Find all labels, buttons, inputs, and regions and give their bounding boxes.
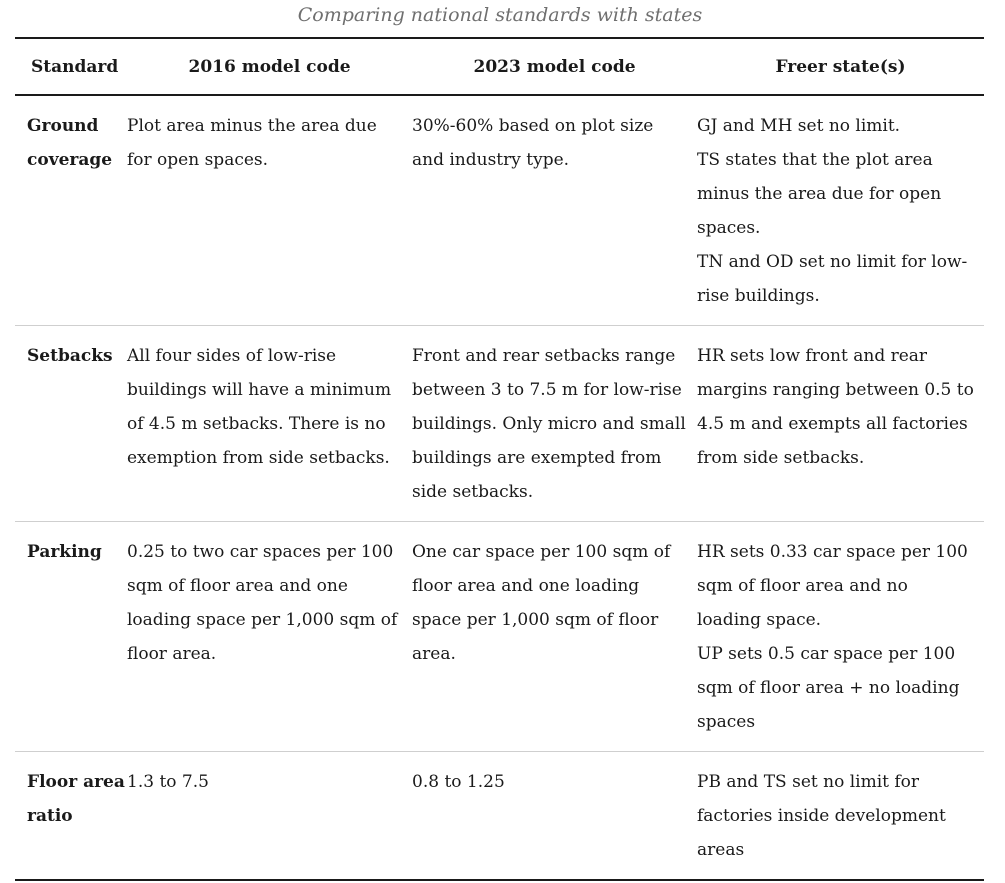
freer-state-entry: GJ and MH set no limit. [697,116,901,136]
table-row [15,522,984,752]
row-2016-cell: All four sides of low-rise buildings will have a minimum of 4.5 m setbacks. There is no exemption from side setbacks. [127,326,412,522]
row-2016-cell: 0.25 to two car spaces per 100 sqm of floor area and one loading space per 1,000 sqm of floor area. [127,522,412,752]
row-2023-cell: 30%-60% based on plot size and industry type. [412,95,697,326]
table-row [15,326,984,522]
freer-state-entry: UP sets 0.5 car space per 100 sqm of floor area + no loading spaces [697,644,960,732]
row-standard-label: Setbacks [15,326,127,522]
row-freer-states-cell [697,326,984,522]
row-freer-states-cell [697,95,984,326]
row-freer-states-cell [697,522,984,752]
freer-state-entry: TS states that the plot area minus the area due for open spaces. [697,150,942,238]
row-freer-states-cell [697,752,984,881]
standards-comparison-table [15,39,984,881]
header-2023-model-code: 2023 model code [412,39,697,95]
header-standard: Standard [15,39,127,95]
row-2023-cell: One car space per 100 sqm of floor area and one loading space per 1,000 sqm of floor area. [412,522,697,752]
freer-state-entry: TN and OD set no limit for low-rise buildings. [697,252,968,306]
row-standard-label: Parking [15,522,127,752]
table-row [15,95,984,326]
table-caption: Comparing national standards with states [297,4,703,26]
freer-state-entry: PB and TS set no limit for factories inside development areas [697,772,946,860]
table-row [15,752,984,881]
table-header [15,39,984,95]
row-standard-label: Floor area ratio [15,752,127,881]
row-2023-cell: Front and rear setbacks range between 3 to 7.5 m for low-rise buildings. Only micro and small buildings are exempted from side setbacks. [412,326,697,522]
row-standard-label: Ground coverage [15,95,127,326]
row-2016-cell: 1.3 to 7.5 [127,752,412,881]
header-freer-states: Freer state(s) [697,39,984,95]
row-2016-cell: Plot area minus the area due for open spaces. [127,95,412,326]
header-row [15,39,984,95]
freer-state-entry: HR sets low front and rear margins ranging between 0.5 to 4.5 m and exempts all factories from side setbacks. [697,346,974,468]
freer-state-entry: HR sets 0.33 car space per 100 sqm of floor area and no loading space. [697,542,968,630]
table-body [15,95,984,880]
header-2016-model-code: 2016 model code [127,39,412,95]
row-2023-cell: 0.8 to 1.25 [412,752,697,881]
